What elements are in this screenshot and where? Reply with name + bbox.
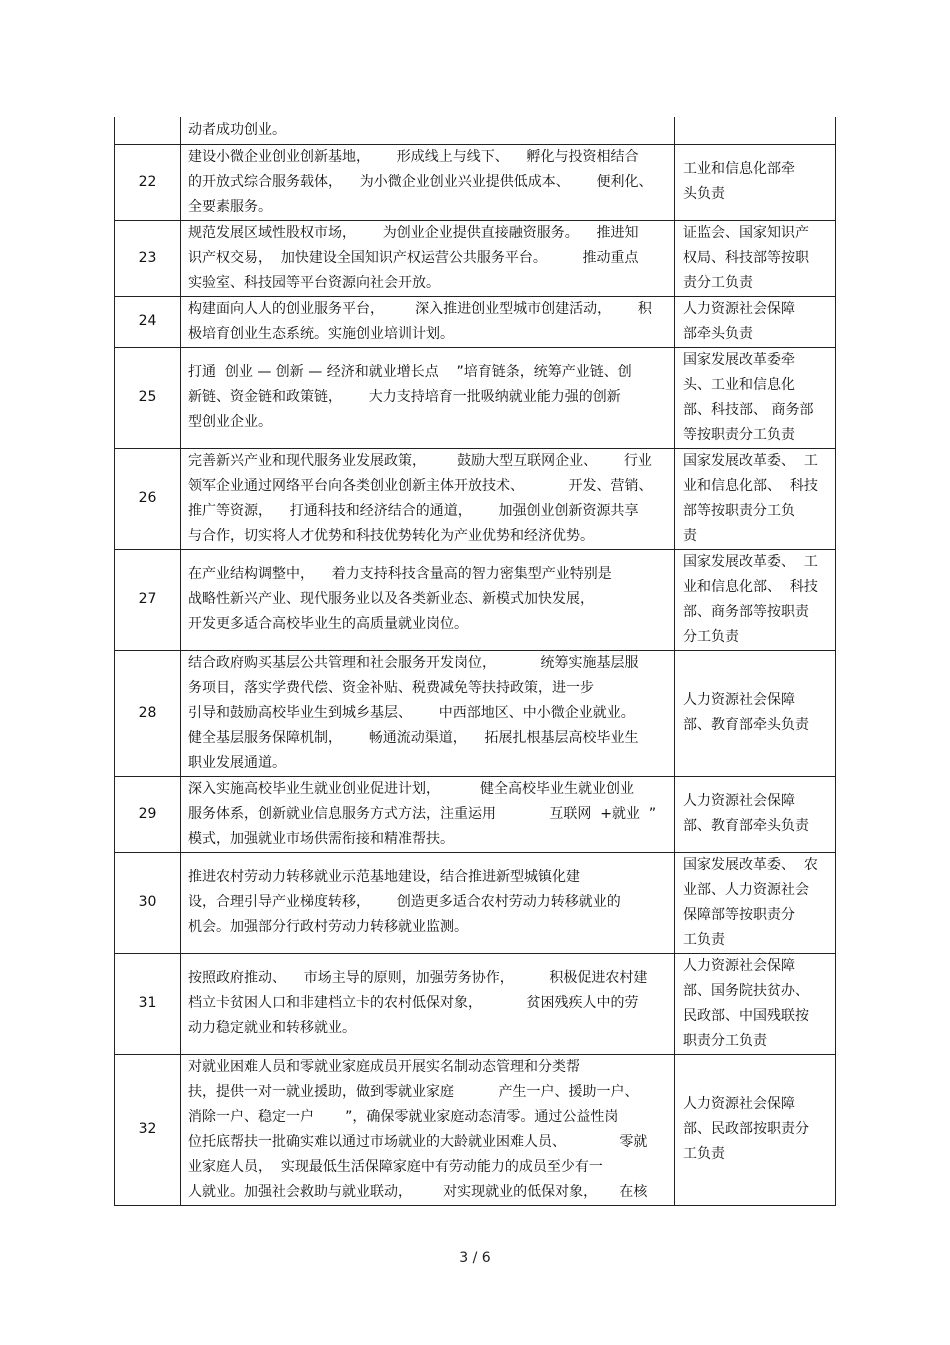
task-content-line: 的开放式综合服务载体， 为小微企业创业兴业提供低成本、 便利化、 [188,173,653,190]
task-content-line: 动力稳定就业和转移就业。 [188,1020,356,1036]
task-content-line: 消除一户、稳定一户 ”，确保零就业家庭动态清零。通过公益性岗 [188,1108,619,1125]
task-content-line: 型创业企业。 [188,414,272,430]
task-content-line: 极培育创业生态系统。实施创业培训计划。 [188,325,454,342]
row-number [115,117,181,144]
department-line: 头负责 [683,186,725,202]
department-line: 业和信息化部、 科技 [683,578,818,595]
task-content [181,220,675,296]
task-content-line: 结合政府购买基层公共管理和社会服务开发岗位， 统筹实施基层服 [188,654,639,671]
department-line: 工业和信息化部牵 [683,161,795,177]
task-content-line: 对就业困难人员和零就业家庭成员开展实名制动态管理和分类帮 [188,1058,580,1075]
task-content [181,144,675,220]
task-content-line: 领军企业通过网络平台向各类创业创新主体开放技术、 开发、营销、 [188,477,653,494]
task-content-line: 档立卡贫困人口和非建档立卡的农村低保对象， 贫困残疾人中的劳 [188,995,639,1011]
department-line: 人力资源社会保障 [683,1096,795,1112]
task-content [181,953,675,1054]
responsible-department [675,776,836,852]
page-number: 3 / 6 [459,1250,491,1266]
department-line: 责 [683,527,697,544]
task-content-line: 职业发展通道。 [188,754,286,771]
department-line: 部、商务部等按职责 [683,603,809,620]
responsible-department [675,117,836,144]
department-line: 人力资源社会保障 [683,300,795,317]
task-content-line: 位托底帮扶一批确实难以通过市场就业的大龄就业困难人员、 零就 [188,1133,648,1150]
department-line: 分工负责 [683,628,739,645]
table-row [115,953,836,1054]
task-content [181,1054,675,1205]
task-content-line: 推广等资源， 打通科技和经济结合的通道， 加强创业创新资源共享 [188,502,639,519]
task-content-line: 模式，加强就业市场供需衔接和精准帮扶。 [188,830,454,847]
row-number: 27 [115,549,181,650]
task-content-line: 服务体系，创新就业信息服务方式方法，注重运用 互联网 +就业 ” [188,805,657,822]
table-row [115,650,836,776]
task-content [181,776,675,852]
task-content-line: 新链、资金链和政策链， 大力支持培育一批吸纳就业能力强的创新 [188,389,621,405]
task-content-line: 按照政府推动、 市场主导的原则，加强劳务协作， 积极促进农村建 [188,970,648,986]
table-row [115,776,836,852]
row-number: 29 [115,776,181,852]
policy-table [114,117,836,1206]
row-number: 31 [115,953,181,1054]
department-line: 责分工负责 [683,274,753,291]
department-line: 等按职责分工负责 [683,426,795,443]
table-row [115,296,836,347]
table-row [115,117,836,144]
task-content-line: 扶，提供一对一就业援助，做到零就业家庭 产生一户、援助一户、 [188,1083,639,1100]
department-line: 部等按职责分工负 [683,502,795,519]
row-number: 23 [115,220,181,296]
department-line: 部、民政部按职责分 [683,1121,809,1137]
department-line: 民政部、中国残联按 [683,1007,809,1024]
department-line: 证监会、国家知识产 [683,224,809,241]
row-number: 30 [115,852,181,953]
department-line: 头、工业和信息化 [683,376,795,393]
department-line: 国家发展改革委、 农 [683,856,818,873]
task-content-line: 推进农村劳动力转移就业示范基地建设，结合推进新型城镇化建 [188,869,580,885]
department-line: 权局、科技部等按职 [683,249,809,266]
task-content-line: 与合作，切实将人才优势和科技优势转化为产业优势和经济优势。 [188,527,594,544]
department-line: 人力资源社会保障 [683,793,795,809]
responsible-department [675,296,836,347]
task-content-line: 业家庭人员， 实现最低生活保障家庭中有劳动能力的成员至少有一 [188,1158,603,1175]
task-content-line: 健全基层服务保障机制， 畅通流动渠道， 拓展扎根基层高校毕业生 [188,729,639,746]
department-line: 职责分工负责 [683,1032,767,1049]
task-content-line: 务项目，落实学费代偿、资金补贴、税费减免等扶持政策，进一步 [188,679,594,696]
row-number: 28 [115,650,181,776]
responsible-department [675,650,836,776]
department-line: 国家发展改革委牵 [683,351,795,368]
task-content-line: 深入实施高校毕业生就业创业促进计划， 健全高校毕业生就业创业 [188,780,635,797]
task-content-line: 全要素服务。 [188,198,272,215]
task-content-line: 规范发展区域性股权市场， 为创业企业提供直接融资服务。 推进知 [188,224,639,241]
task-content-line: 建设小微企业创业创新基地， 形成线上与线下、 孵化与投资相结合 [188,148,639,165]
department-line: 人力资源社会保障 [683,692,795,708]
task-content-line: 引导和鼓励高校毕业生到城乡基层、 中西部地区、中小微企业就业。 [188,704,635,721]
department-line: 部、教育部牵头负责 [683,818,809,834]
department-line: 部、科技部、 商务部 [683,401,814,418]
department-line: 工负责 [683,1146,725,1162]
department-line: 部、教育部牵头负责 [683,717,809,733]
responsible-department [675,953,836,1054]
row-number: 25 [115,347,181,448]
table-row [115,144,836,220]
row-number: 22 [115,144,181,220]
department-line: 保障部等按职责分 [683,906,795,923]
task-content [181,347,675,448]
department-line: 工负责 [683,931,725,948]
policy-table-body [115,117,836,1205]
table-row [115,347,836,448]
task-content-line: 完善新兴产业和现代服务业发展政策， 鼓励大型互联网企业、 行业 [188,452,652,469]
responsible-department [675,448,836,549]
table-row [115,448,836,549]
task-content [181,549,675,650]
task-content [181,117,675,144]
task-content [181,448,675,549]
task-content-line: 在产业结构调整中， 着力支持科技含量高的智力密集型产业特别是 [188,566,612,582]
department-line: 人力资源社会保障 [683,957,795,974]
table-row [115,549,836,650]
responsible-department [675,852,836,953]
responsible-department [675,220,836,296]
responsible-department [675,549,836,650]
row-number: 24 [115,296,181,347]
table-row [115,220,836,296]
task-content-line: 构建面向人人的创业服务平台， 深入推进创业型城市创建活动， 积 [188,300,652,317]
department-line: 业和信息化部、 科技 [683,477,818,494]
department-line: 国家发展改革委、 工 [683,452,818,469]
task-content-line: 战略性新兴产业、现代服务业以及各类新业态、新模式加快发展， [188,591,594,607]
responsible-department [675,144,836,220]
department-line: 业部、人力资源社会 [683,881,809,898]
responsible-department [675,347,836,448]
task-content-line: 动者成功创业。 [188,121,286,138]
task-content [181,852,675,953]
department-line: 国家发展改革委、 工 [683,553,818,570]
row-number: 26 [115,448,181,549]
task-content-line: 识产权交易， 加快建设全国知识产权运营公共服务平台。 推动重点 [188,249,639,266]
task-content-line: 设，合理引导产业梯度转移， 创造更多适合农村劳动力转移就业的 [188,894,621,910]
task-content-line: 人就业。加强社会救助与就业联动， 对实现就业的低保对象， 在核 [188,1183,648,1200]
task-content [181,650,675,776]
table-row [115,852,836,953]
responsible-department [675,1054,836,1205]
task-content-line: 机会。加强部分行政村劳动力转移就业监测。 [188,919,468,935]
department-line: 部、国务院扶贫办、 [683,982,809,999]
table-row [115,1054,836,1205]
task-content [181,296,675,347]
row-number: 32 [115,1054,181,1205]
task-content-line: 实验室、科技园等平台资源向社会开放。 [188,274,440,291]
task-content-line: 打通 创业 — 创新 — 经济和就业增长点 ”培育链条，统筹产业链、创 [188,364,632,380]
task-content-line: 开发更多适合高校毕业生的高质量就业岗位。 [188,616,468,632]
department-line: 部牵头负责 [683,325,753,342]
